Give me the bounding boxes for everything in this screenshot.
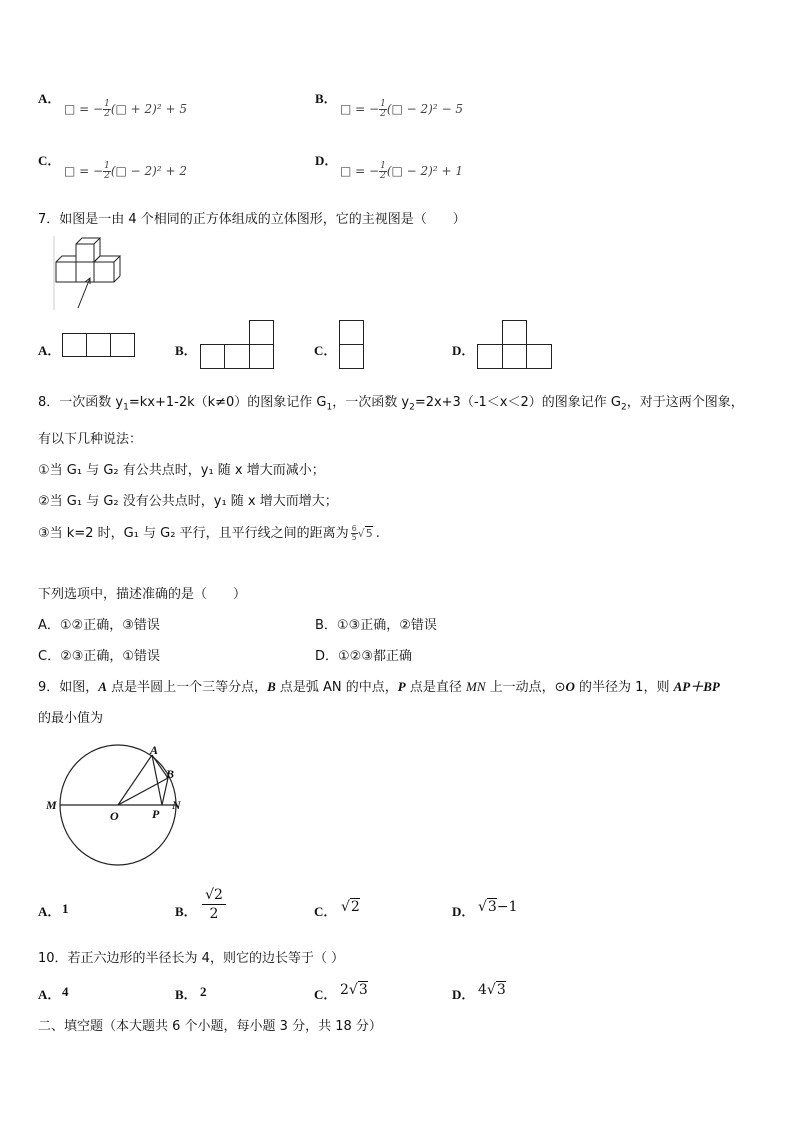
q10-option-b-value: 2: [200, 984, 207, 999]
q6-option-c-formula: [64, 162, 187, 181]
coefficient: 4: [478, 982, 487, 998]
subscript: 2: [409, 402, 415, 413]
q6-option-d-formula: [340, 162, 463, 181]
q8-option-c[interactable]: C．②③正确，①错误: [38, 649, 161, 664]
q9-stem-f: 的半径为 1，则: [574, 680, 674, 695]
q10-option-d-label[interactable]: D．: [452, 987, 475, 1002]
coefficient: 2: [340, 982, 349, 998]
subscript: 1: [123, 402, 129, 413]
q9-stem-c: 点是弧 AN 的中点，: [275, 680, 398, 695]
q8-option-a[interactable]: A．①②正确，③错误: [38, 618, 160, 633]
q10-stem: 10．若正六边形的半径长为 4，则它的边长等于（ ）: [38, 951, 345, 966]
var-b: B: [267, 679, 276, 694]
q9-option-d-value: √3−1: [478, 899, 518, 915]
q8-option-d[interactable]: D．①②③都正确: [315, 649, 412, 664]
q9-stem-b: 点是半圆上一个三等分点，: [106, 680, 268, 695]
q8-prompt: 下列选项中，描述准确的是（ ）: [38, 587, 247, 602]
q8-statement-3-text: ③当 k=2 时，G₁ 与 G₂ 平行，且平行线之间的距离为: [38, 526, 349, 541]
period: .: [375, 526, 380, 541]
formula-prefix: □ = −: [340, 164, 380, 178]
var-ap-bp: AP＋BP: [673, 679, 720, 694]
q9-stem-line1: [38, 676, 720, 695]
q7-option-c-label[interactable]: C．: [314, 343, 337, 358]
q7-cube-figure: [52, 236, 132, 312]
q9-option-c-label[interactable]: C．: [314, 904, 337, 919]
frac-num: √2: [202, 886, 226, 905]
point-label-p: P: [152, 807, 160, 821]
subscript: 1: [326, 402, 333, 413]
var-o: O: [565, 679, 575, 694]
q8-stem-b: =kx+1-2k（k≠0）的图象记作 G: [128, 395, 327, 410]
q7-option-c-figure: [339, 320, 365, 370]
var-a: A: [98, 679, 107, 694]
point-label-b: B: [166, 767, 175, 781]
q6-option-d-label[interactable]: D．: [315, 153, 338, 168]
var-mn: MN: [466, 679, 486, 694]
point-label-n: N: [172, 798, 181, 812]
radicand: 3: [496, 982, 506, 998]
frac-den: 2: [104, 109, 110, 119]
q7-option-a-label[interactable]: A．: [38, 343, 61, 358]
q9-option-a-label[interactable]: A．: [38, 904, 61, 919]
q6-option-b-formula: [340, 100, 463, 119]
q6-option-b-label[interactable]: B．: [315, 91, 337, 106]
q8-stem-c: ，一次函数 y: [332, 395, 410, 410]
q8-stem-line2: 有以下几种说法：: [38, 432, 143, 447]
q10-option-a-label[interactable]: A．: [38, 987, 61, 1002]
q9-option-b-label[interactable]: B．: [175, 904, 197, 919]
frac-num: 1: [104, 161, 110, 171]
q9-stem-e: 上一动点，⊙: [485, 680, 566, 695]
q9-option-d-label[interactable]: D．: [452, 904, 475, 919]
formula-suffix: (□ − 2)² + 1: [386, 164, 463, 178]
radicand: 2: [350, 899, 360, 915]
q8-statement-1: ①当 G₁ 与 G₂ 有公共点时，y₁ 随 x 增大而减小；: [38, 463, 325, 478]
frac-den: 2: [380, 171, 386, 181]
q8-stem-a: 8．一次函数 y: [38, 395, 124, 410]
q6-option-a-formula: [64, 100, 187, 119]
q9-option-b-value: [202, 886, 226, 923]
q7-option-d-label[interactable]: D．: [452, 343, 475, 358]
q6-option-a-label[interactable]: A．: [38, 91, 61, 106]
q10-option-c-label[interactable]: C．: [314, 987, 337, 1002]
q7-option-b-label[interactable]: B．: [175, 343, 197, 358]
tail: −1: [496, 899, 518, 915]
q9-option-c-value: √2: [341, 899, 360, 915]
frac-num: 1: [104, 99, 110, 109]
q7-option-b-figure: [200, 320, 276, 370]
frac-num: 1: [380, 99, 386, 109]
q7-stem: 7．如图是一由 4 个相同的正方体组成的立体图形，它的主视图是（ ）: [38, 212, 466, 227]
formula-prefix: □ = −: [64, 102, 104, 116]
q6-option-c-label[interactable]: C．: [38, 153, 61, 168]
q10-option-d-value: 4√3: [478, 982, 506, 998]
formula-suffix: (□ + 2)² + 5: [110, 102, 187, 116]
point-label-m: M: [46, 798, 57, 812]
q10-option-c-value: 2√3: [340, 982, 368, 998]
formula-prefix: □ = −: [340, 102, 380, 116]
var-p: P: [397, 679, 406, 694]
q8-statement-2: ②当 G₁ 与 G₂ 没有公共点时，y₁ 随 x 增大而增大；: [38, 494, 338, 509]
section-2-heading: 二、填空题（本大题共 6 个小题，每小题 3 分，共 18 分）: [38, 1019, 382, 1034]
frac-den: 2: [380, 109, 386, 119]
q10-option-b-label[interactable]: B．: [175, 987, 197, 1002]
point-label-a: A: [150, 743, 159, 757]
q7-option-d-figure: [477, 320, 555, 370]
q9-option-a-value: 1: [62, 901, 69, 916]
q8-stem-line1: [38, 391, 744, 413]
q8-option-b[interactable]: B．①③正确，②错误: [315, 618, 437, 633]
q8-stem-e: ，对于这两个图象，: [626, 395, 744, 410]
subscript: 2: [620, 402, 627, 413]
point-label-o: O: [110, 809, 119, 823]
radicand: 3: [358, 982, 368, 998]
frac-num: 1: [380, 161, 386, 171]
frac-den: 2: [104, 171, 110, 181]
q9-circle-figure: [40, 740, 200, 870]
frac-den: 2: [209, 906, 219, 922]
radicand: 3: [487, 899, 497, 915]
formula-suffix: (□ − 2)² − 5: [386, 102, 463, 116]
frac-num: 6: [351, 524, 357, 533]
radicand: 5: [365, 527, 373, 540]
q8-statement-3: ③当 k=2 时，G₁ 与 G₂ 平行，且平行线之间的距离为 $\frac{6}{5}$ √5 .: [38, 524, 380, 542]
formula-prefix: □ = −: [64, 164, 104, 178]
formula-suffix: (□ − 2)² + 2: [110, 164, 187, 178]
q10-option-a-value: 4: [62, 984, 69, 999]
q9-stem-a: 9．如图，: [38, 680, 99, 695]
frac-den: 5: [351, 533, 357, 542]
q9-stem-d: 点是直径: [405, 680, 466, 695]
q9-stem-line2: 的最小值为: [38, 711, 104, 726]
q7-option-a-figure: [62, 333, 138, 357]
q8-stem-d: =2x+3（-1＜x＜2）的图象记作 G: [414, 395, 621, 410]
